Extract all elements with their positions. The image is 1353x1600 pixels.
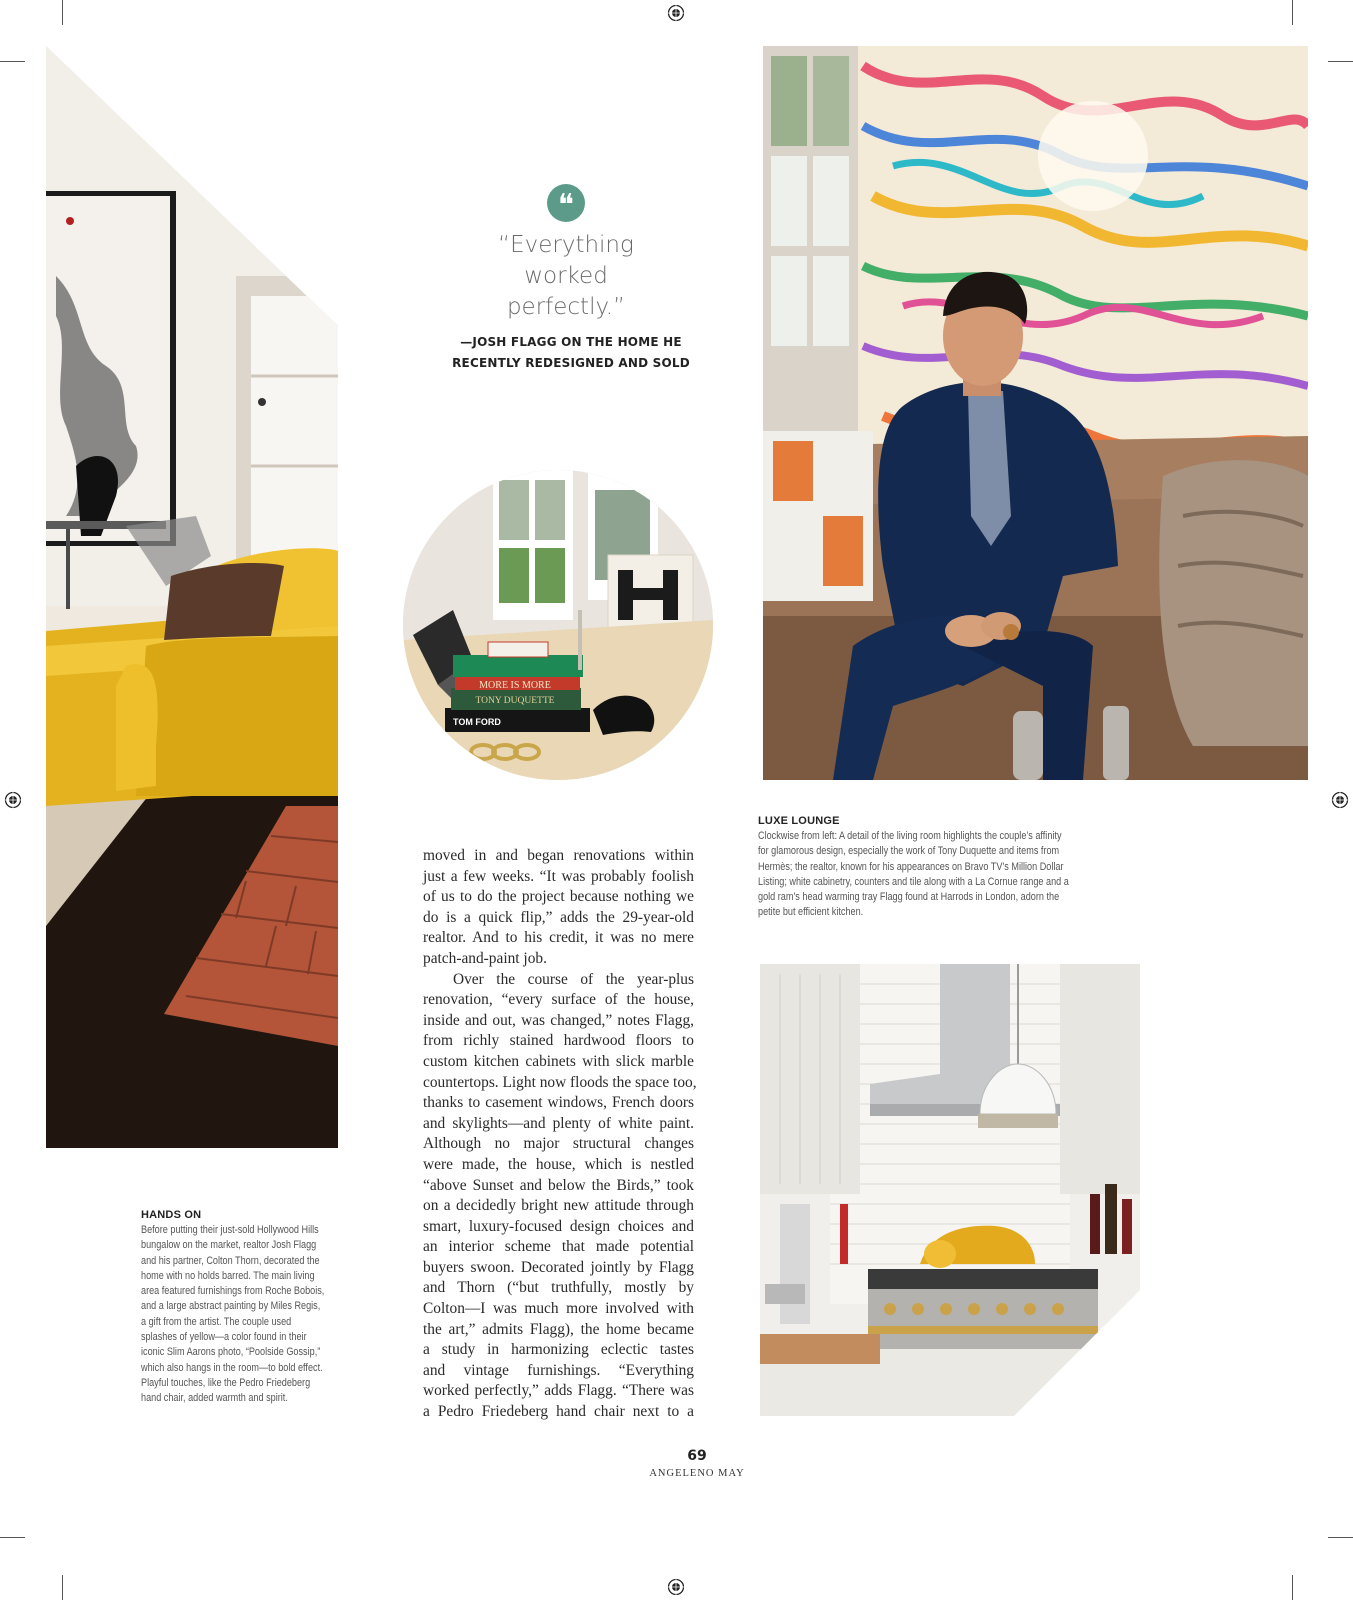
body-line: realtor. And to his credit, it was no mere [423, 929, 694, 947]
crop-mark [1292, 1575, 1293, 1600]
registration-mark-icon [667, 1578, 685, 1596]
body-line: just a few weeks. “It was probably foolish [423, 867, 694, 885]
caption-luxe-lounge [758, 814, 1118, 921]
caption-line: area featured furnishings from Roche Bobois, [141, 1285, 325, 1298]
pull-quote-line: perfectly.” [506, 294, 626, 320]
article-body [423, 846, 697, 1423]
body-line: moved in and began renovations within [423, 847, 694, 864]
book-spine-label: TONY DUQUETTE [475, 696, 555, 706]
body-line: a Pedro Friedeberg hand chair next to a [423, 1403, 694, 1421]
body-line: do is a quick flip,” adds the 29-year-old [423, 908, 694, 926]
caption-heading: HANDS ON [141, 1209, 202, 1221]
body-line: worked perfectly,” adds Flagg. “There was [423, 1382, 694, 1400]
crop-mark [0, 61, 25, 62]
registration-mark-icon [1331, 791, 1349, 809]
caption-line: a gift from the artist. The couple used [141, 1315, 292, 1328]
caption-heading: LUXE LOUNGE [758, 815, 840, 827]
crop-mark [1292, 0, 1293, 25]
attribution-line: —JOSH FLAGG ON THE HOME HE [460, 335, 682, 349]
caption-line: Playful touches, like the Pedro Friedeberg [141, 1376, 311, 1389]
body-line: patch-and-paint job. [423, 949, 547, 967]
crop-mark [0, 1537, 25, 1538]
caption-line: which also hangs in the room—to bold effect. [141, 1361, 323, 1374]
caption-line: Listing; white cabinetry, counters and tile along with a La Cornue range and a [758, 875, 1069, 888]
caption-line: Clockwise from left: A detail of the living room highlights the couple’s affinity [758, 830, 1062, 842]
body-line: were made, the house, which is nestled [423, 1155, 694, 1173]
caption-line: and a large abstract painting by Miles Regis, [141, 1300, 321, 1313]
body-line: on a decidedly bright new attitude through [423, 1197, 694, 1215]
quote-marks-icon: ❝ [547, 184, 585, 222]
body-line: buyers swoon. Decorated jointly by Flagg [423, 1258, 694, 1276]
caption-line: Hermès; the realtor, known for his appearances on Bravo TV’s Million Dollar [758, 860, 1064, 873]
caption-line: home with no holds barred. The main living [141, 1269, 315, 1282]
caption-line: hand chair, added warmth and spirit. [141, 1392, 288, 1405]
caption-line: petite but efficient kitchen. [758, 906, 864, 919]
registration-mark-icon [4, 791, 22, 809]
body-line: Colton—I was much more involved with [423, 1300, 694, 1318]
body-line: “above Sunset and below the Birds,” took [423, 1176, 694, 1194]
book-spine-label: MORE IS MORE [479, 680, 551, 691]
living-room-photo [46, 46, 338, 1148]
body-line: renovation, “every surface of the house, [423, 991, 694, 1009]
registration-mark-icon [667, 4, 685, 22]
page-number: 69 [687, 1448, 707, 1464]
caption-line: and his partner, Colton Thorn, decorated the [141, 1254, 320, 1267]
body-line: and vintage furnishings. “Everything [423, 1361, 694, 1379]
body-line: countertops. Light now floods the space too, [423, 1073, 697, 1091]
pull-quote-attribution [440, 332, 702, 374]
body-line: inside and out, was changed,” notes Flagg, [423, 1011, 694, 1029]
body-line: an interior scheme that made potential [423, 1238, 694, 1256]
portrait-photo [763, 46, 1308, 780]
pull-quote-line: worked [524, 263, 608, 289]
body-line: from richly stained hardwood floors to [423, 1032, 694, 1050]
crop-mark [62, 0, 63, 25]
body-line: smart, luxury-focused design choices and [423, 1217, 694, 1235]
caption-line: Before putting their just-sold Hollywood Hills [141, 1224, 319, 1236]
body-line: of us to do the project because nothing we [423, 888, 694, 906]
caption-line: iconic Slim Aarons photo, “Poolside Gossip,” [141, 1346, 321, 1359]
body-line: and skylights—and plenty of white paint. [423, 1114, 694, 1132]
pull-quote-line: “Everything [498, 232, 634, 258]
caption-hands-on [141, 1208, 371, 1407]
body-line: thanks to casement windows, French doors [423, 1094, 694, 1112]
coffee-table-photo [403, 470, 713, 780]
pull-quote [470, 230, 662, 323]
book-spine-label: TOM FORD [453, 717, 501, 727]
kitchen-photo [760, 964, 1140, 1416]
body-line: Although no major structural changes [423, 1135, 694, 1153]
body-line: Over the course of the year-plus [453, 970, 694, 988]
crop-mark [62, 1575, 63, 1600]
body-line: and Thorn (“but truthfully, mostly by [423, 1279, 694, 1297]
caption-line: bungalow on the market, realtor Josh Flagg [141, 1239, 317, 1252]
caption-line: for glamorous design, especially the work of Tony Duquette and items from [758, 845, 1060, 858]
body-line: a study in harmonizing eclectic tastes [423, 1341, 694, 1359]
crop-mark [1328, 61, 1353, 62]
crop-mark [1328, 1537, 1353, 1538]
caption-line: gold ram’s head warming tray Flagg found at Harrods in London, adorn the [758, 891, 1060, 904]
magazine-folio: ANGELENO MAY [649, 1468, 745, 1479]
body-line: the art,” admits Flagg), the home became [423, 1320, 694, 1338]
caption-line: splashes of yellow—a color found in their [141, 1331, 307, 1344]
attribution-line: RECENTLY REDESIGNED AND SOLD [452, 356, 690, 370]
body-line: custom kitchen cabinets with slick marble [423, 1052, 694, 1070]
